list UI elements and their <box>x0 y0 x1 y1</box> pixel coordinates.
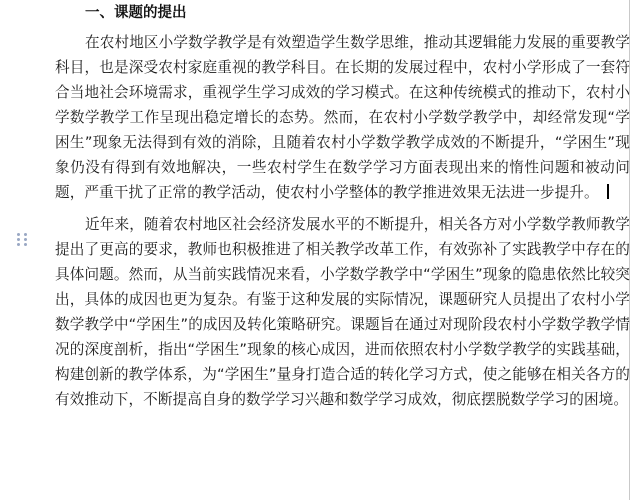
handle-dot <box>24 233 27 236</box>
section-heading: 一、课题的提出 <box>85 5 187 21</box>
drag-handle-icon[interactable] <box>17 233 29 251</box>
paragraph-2[interactable] <box>55 212 630 412</box>
paragraph-1-text: 在农村地区小学数学教学是有效塑造学生数学思维，推动其逻辑能力发展的重要教学科目，也是深受农村家庭重视的教学科目。在长期的发展过程中，农村小学形成了一套符合当地社会环境需求，重视学生学习成效的学习模式。在这种传统模式的推动下，农村小学数学教学工作呈现出稳定增长的态势。然而，在农村小学数学教学中，却经常发现“学困生”现象无法得到有效的消除，且随着农村小学数学教学成效的不断提升，“学困生”现象仍没有得到有效地解决，一些农村学生在数学学习方面表现出来的惰性问题和被动问题，严重干扰了正常的教学活动，使农村小学整体的教学推进效果无法进一步提升。 <box>55 34 630 201</box>
handle-dot <box>17 243 20 246</box>
handle-dot <box>24 238 27 241</box>
paragraph-2-text: 近年来，随着农村地区社会经济发展水平的不断提升，相关各方对小学数学教师教学提出了更高的要求，教师也积极推进了相关教学改革工作，有效弥补了实践教学中存在的具体问题。然而，从当前实践情况来看，小学数学教学中“学困生”现象的隐患依然比较突出，具体的成因也更为复杂。有鉴于这种发展的实际情况，课题研究人员提出了农村小学数学教学中“学困生”的成因及转化策略研究。课题旨在通过对现阶段农村小学数学教学情况的深度剖析，指出“学困生”现象的核心成因，进而依照农村小学数学教学的实践基础，构建创新的教学体系，为“学困生”量身打造合适的转化学习方式，使之能够在相关各方的有效推动下，不断提高自身的数学学习兴趣和数学学习成效，彻底摆脱数学学习的困境。 <box>55 216 630 408</box>
paragraph-1[interactable] <box>55 30 630 205</box>
text-cursor <box>607 184 609 199</box>
handle-dot <box>17 233 20 236</box>
handle-dot <box>24 243 27 246</box>
document-body[interactable] <box>55 3 630 412</box>
handle-dot <box>17 238 20 241</box>
